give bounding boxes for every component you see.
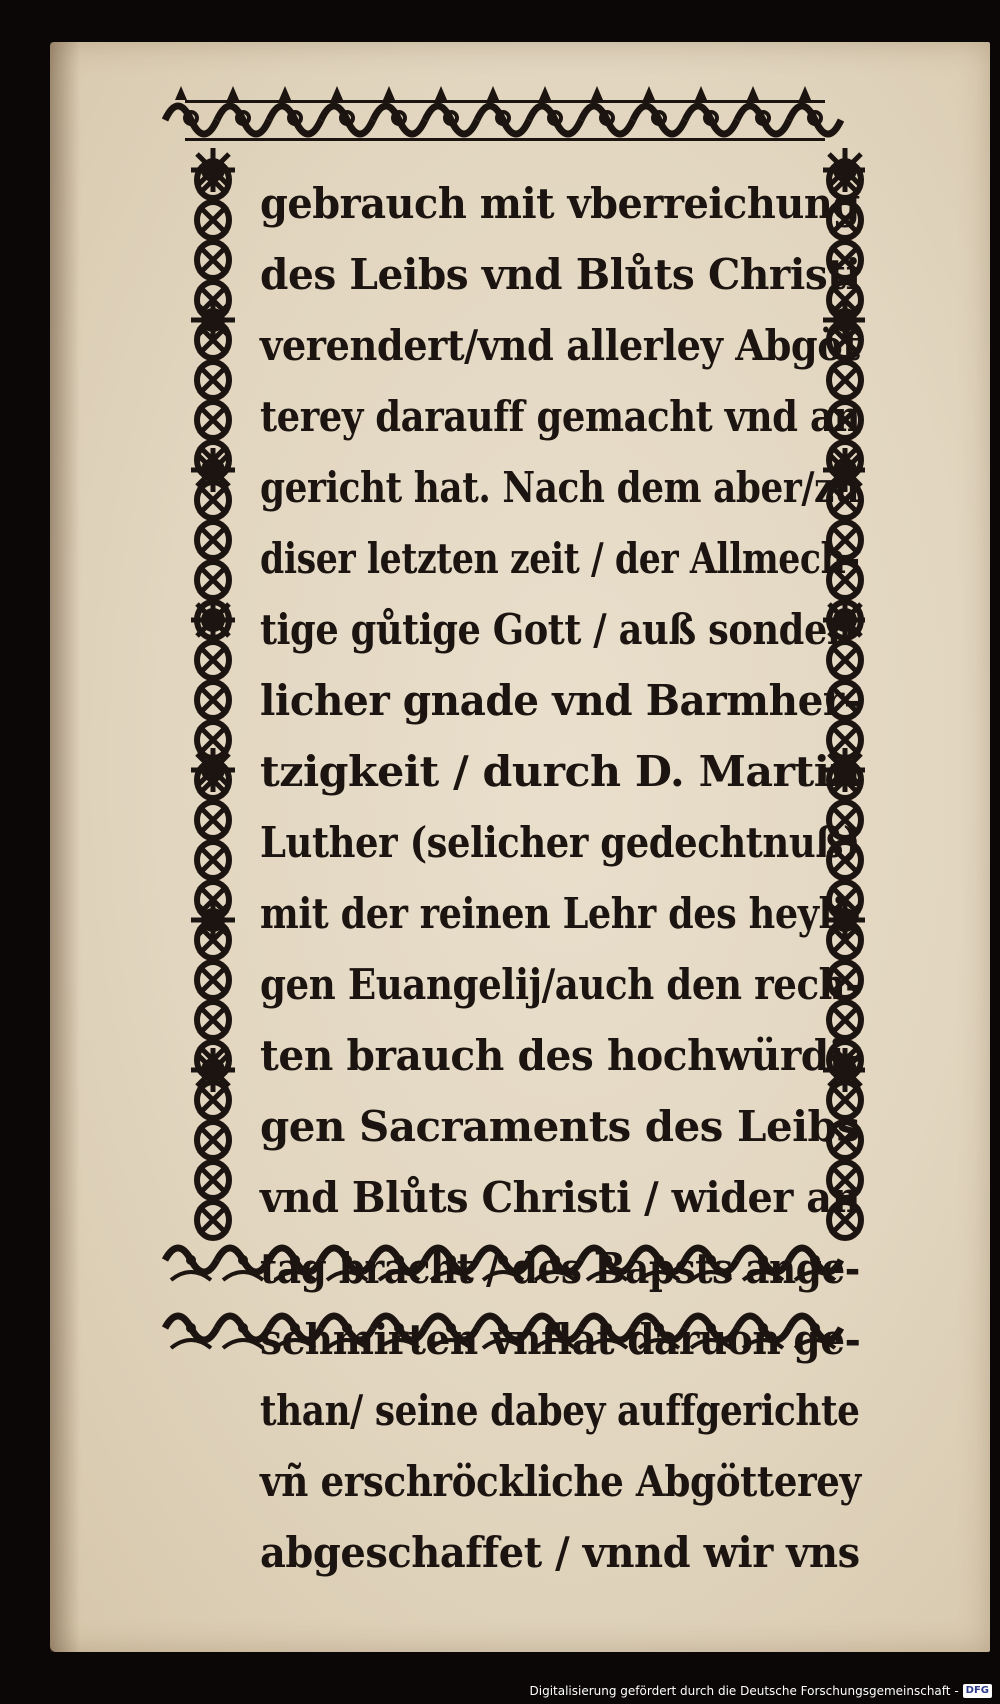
text-line: than/ seine dabey auffgerichte bbox=[260, 1386, 860, 1435]
scroll-knot bbox=[186, 1255, 196, 1265]
star-rays bbox=[191, 148, 235, 192]
text-line: terey darauff gemacht vnd an bbox=[260, 392, 860, 441]
blackletter-text-block bbox=[260, 168, 890, 1588]
leaf-mark bbox=[383, 86, 395, 100]
chain-cross bbox=[199, 206, 227, 234]
leaf-mark bbox=[487, 86, 499, 100]
chain-cross bbox=[199, 526, 227, 554]
digitization-credit bbox=[530, 1682, 993, 1700]
chain-cross bbox=[199, 1126, 227, 1154]
star-rays bbox=[191, 448, 235, 492]
leaf-mark bbox=[175, 86, 187, 100]
text-line: licher gnade vnd Barmher- bbox=[260, 676, 861, 725]
text-line: tag bracht / des Bapsts ange- bbox=[260, 1244, 860, 1293]
text-line: gericht hat. Nach dem aber/zů bbox=[260, 463, 860, 512]
star-rays bbox=[191, 298, 235, 342]
chain-cross bbox=[199, 1206, 227, 1234]
scroll-knot bbox=[238, 1255, 248, 1265]
leaf-mark bbox=[331, 86, 343, 100]
chain-cross bbox=[199, 366, 227, 394]
text-line: diser letzten zeit / der Allmech- bbox=[260, 534, 860, 583]
text-line: des Leibs vnd Blůts Christi bbox=[260, 250, 861, 299]
text-line: vñ erschröckliche Abgötterey bbox=[260, 1457, 861, 1506]
chain-cross bbox=[199, 686, 227, 714]
leaf-mark bbox=[747, 86, 759, 100]
star-rays bbox=[191, 748, 235, 792]
left-ornament-column bbox=[191, 148, 235, 1238]
chain-cross bbox=[199, 1006, 227, 1034]
chain-cross bbox=[199, 246, 227, 274]
text-line: tzigkeit / durch D. Martin bbox=[260, 747, 861, 796]
chain-cross bbox=[199, 1166, 227, 1194]
star-rays bbox=[191, 1048, 235, 1092]
text-line: gen Sacraments des Leibs bbox=[260, 1102, 860, 1151]
chain-cross bbox=[199, 846, 227, 874]
leaf-mark bbox=[643, 86, 655, 100]
star-rays bbox=[191, 898, 235, 942]
text-line: gebrauch mit vberreichung bbox=[260, 179, 860, 228]
leaf-mark bbox=[539, 86, 551, 100]
page-gutter-shadow bbox=[50, 42, 80, 1652]
leaf-mark bbox=[227, 86, 239, 100]
text-line: tige gůtige Gott / auß sonder- bbox=[260, 605, 861, 654]
text-line: schmirten vnflat daruon ge- bbox=[260, 1315, 861, 1364]
chain-cross bbox=[199, 566, 227, 594]
scroll-knot bbox=[238, 1323, 248, 1333]
leaf-mark bbox=[279, 86, 291, 100]
chain-cross bbox=[199, 806, 227, 834]
text-line: verendert/vnd allerley Abgöt bbox=[260, 321, 860, 370]
leaf-mark bbox=[695, 86, 707, 100]
credit-text: Digitalisierung gefördert durch die Deutsche Forschungsgemeinschaft - bbox=[529, 1684, 959, 1698]
chain-cross bbox=[199, 646, 227, 674]
top-band-rule bbox=[185, 100, 825, 103]
leaf-mark bbox=[591, 86, 603, 100]
text-line: Luther (selicher gedechtnuß) bbox=[260, 818, 860, 867]
dfg-logo-icon: DFG bbox=[963, 1684, 992, 1698]
chain-cross bbox=[199, 966, 227, 994]
text-line: abgeschaffet / vnnd wir vns bbox=[260, 1528, 860, 1577]
top-band-rule bbox=[185, 138, 825, 141]
leaf-mark bbox=[435, 86, 447, 100]
leaf-mark bbox=[799, 86, 811, 100]
text-line: gen Euangelij/auch den rech- bbox=[260, 960, 861, 1009]
chain-cross bbox=[199, 406, 227, 434]
text-line: mit der reinen Lehr des heyli- bbox=[260, 889, 861, 938]
scroll-knot bbox=[186, 1323, 196, 1333]
top-ornament-band bbox=[165, 86, 841, 141]
text-line: ten brauch des hochwürdi- bbox=[260, 1031, 861, 1080]
text-line: vnd Blůts Christi / wider an bbox=[260, 1173, 861, 1222]
star-rays bbox=[191, 598, 235, 642]
